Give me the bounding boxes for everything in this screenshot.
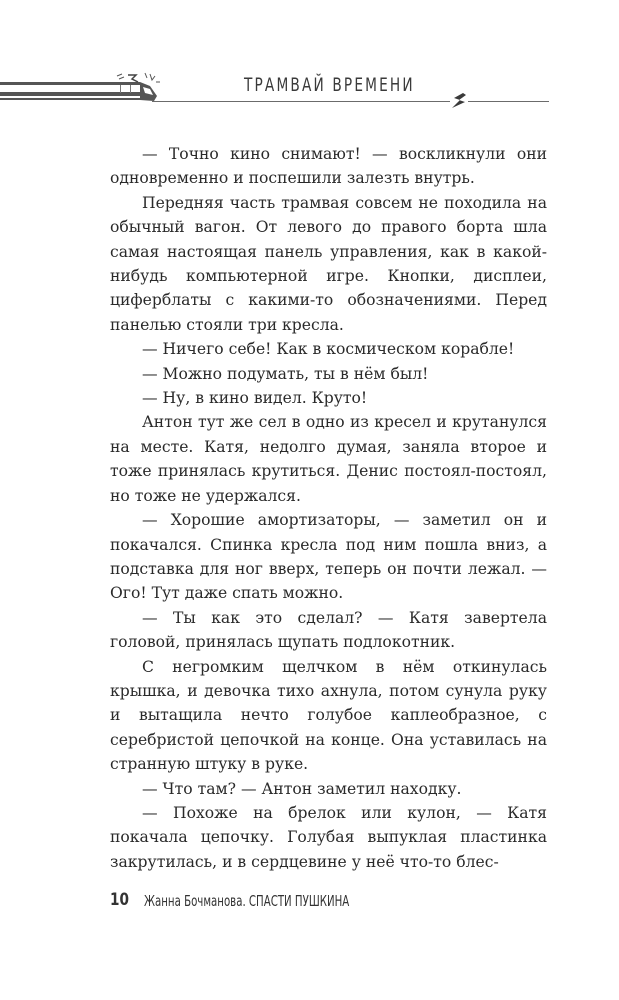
paragraph: — Что там? — Антон заметил находку. xyxy=(142,779,462,798)
body-text xyxy=(110,142,547,874)
paragraph: С негромким щелчком в нём откинулась крышка, и девочка тихо ахнула, потом сунула руку и вытащила нечто голубое каплеобразное, с серебристой цепочкой на конце. Она уставилась на странную штуку в руке. xyxy=(110,657,547,774)
footer-book-title: Жанна Бочманова. СПАСТИ ПУШКИНА xyxy=(144,892,350,910)
tram-icon xyxy=(0,70,165,106)
paragraph: Передняя часть трамвая совсем не походила на обычный вагон. От левого до правого борта шла самая настоящая панель управления, как в какой-нибудь компьютерной игре. Кнопки, дисплеи, циферблаты с какими-то обозначениями. Перед панелью стояли три кресла. xyxy=(110,193,547,334)
paragraph: — Ты как это сделал? — Катя завертела головой, принялась щупать подлокотник. xyxy=(110,608,547,652)
page-footer xyxy=(110,890,350,910)
paragraph: Антон тут же сел в одно из кресел и крутанулся на месте. Катя, недолго думая, заняла второе и тоже принялась крутиться. Денис постоял-постоял, но тоже не удержался. xyxy=(110,413,547,505)
paragraph: — Ну, в кино видел. Круто! xyxy=(142,389,368,408)
running-title: ТРАМВАЙ ВРЕМЕНИ xyxy=(244,74,415,96)
paragraph: — Похоже на брелок или кулон, — Катя покачала цепочку. Голубая выпуклая пластинка закрутилась, и в сердцевине у неё что-то блес- xyxy=(110,803,547,871)
paragraph: — Точно кино снимают! — воскликнули они одновременно и поспешили залезть внутрь. xyxy=(110,145,547,188)
paragraph: — Ничего себе! Как в космическом корабле! xyxy=(142,340,515,359)
paragraph: — Хорошие амортизаторы, — заметил он и покачался. Спинка кресла под ним пошла вниз, а подставка для ног вверх, теперь он почти лежал. — Ого! Тут даже спать можно. xyxy=(110,511,547,603)
lightning-bolt-icon xyxy=(451,92,467,110)
header-rule-right xyxy=(468,101,549,102)
page-number: 10 xyxy=(110,890,129,910)
paragraph: — Можно подумать, ты в нём был! xyxy=(142,364,429,383)
header-rule-left xyxy=(152,101,450,102)
